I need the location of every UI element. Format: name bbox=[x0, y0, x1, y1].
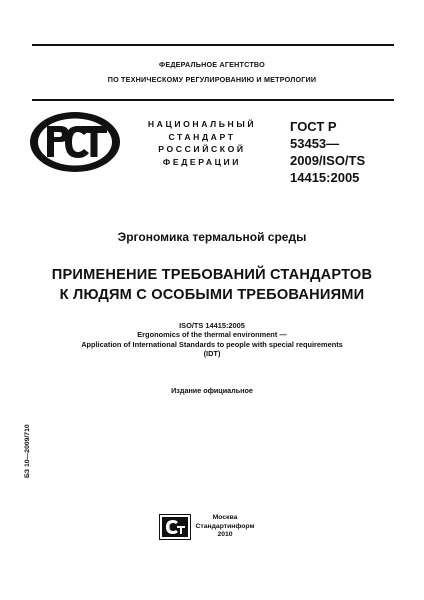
gost-line: ГОСТ Р bbox=[290, 119, 337, 134]
national-standard-line: НАЦИОНАЛЬНЫЙ bbox=[147, 119, 257, 129]
middle-rule bbox=[32, 99, 394, 101]
gost-designation bbox=[290, 118, 400, 186]
gost-line: 14415:2005 bbox=[290, 170, 360, 185]
intl-line: Application of International Standards to people with special requirements bbox=[81, 339, 343, 349]
document-title bbox=[0, 265, 424, 305]
intl-line: (IDT) bbox=[203, 349, 221, 359]
publisher-name: Стандартинформ bbox=[195, 522, 255, 530]
side-code: БЗ 10—2009/710 bbox=[24, 424, 31, 478]
title-line: К ЛЮДЯМ С ОСОБЫМИ ТРЕБОВАНИЯМИ bbox=[59, 287, 365, 303]
rst-logo-icon bbox=[29, 111, 121, 173]
national-standard-block bbox=[132, 118, 272, 168]
publisher-city: Москва bbox=[212, 514, 238, 521]
top-rule bbox=[32, 44, 394, 46]
gost-line: 2009/ISO/TS bbox=[290, 153, 366, 168]
gost-line: 53453— bbox=[290, 136, 340, 151]
publisher-logo-icon bbox=[159, 514, 191, 540]
publisher-year: 2010 bbox=[217, 531, 233, 539]
rst-logo-text: РСТ bbox=[74, 169, 76, 170]
title-line: ПРИМЕНЕНИЕ ТРЕБОВАНИЙ СТАНДАРТОВ bbox=[51, 267, 373, 283]
intl-line: Ergonomics of the thermal environment — bbox=[137, 330, 287, 340]
agency-line-2: ПО ТЕХНИЧЕСКОМУ РЕГУЛИРОВАНИЮ И МЕТРОЛОГИИ bbox=[107, 75, 317, 84]
international-standard-block bbox=[0, 321, 424, 359]
intl-line: ISO/TS 14415:2005 bbox=[179, 321, 245, 330]
national-standard-line: СТАНДАРТ bbox=[168, 131, 236, 142]
edition-label: Издание официальное bbox=[171, 386, 253, 395]
national-standard-line: РОССИЙСКОЙ bbox=[158, 144, 246, 155]
agency-line-1: ФЕДЕРАЛЬНОЕ АГЕНТСТВО bbox=[159, 60, 265, 69]
publisher-block bbox=[195, 514, 255, 540]
document-subtitle: Эргономика термальной среды bbox=[117, 230, 307, 244]
national-standard-line: ФЕДЕРАЦИИ bbox=[162, 156, 242, 167]
